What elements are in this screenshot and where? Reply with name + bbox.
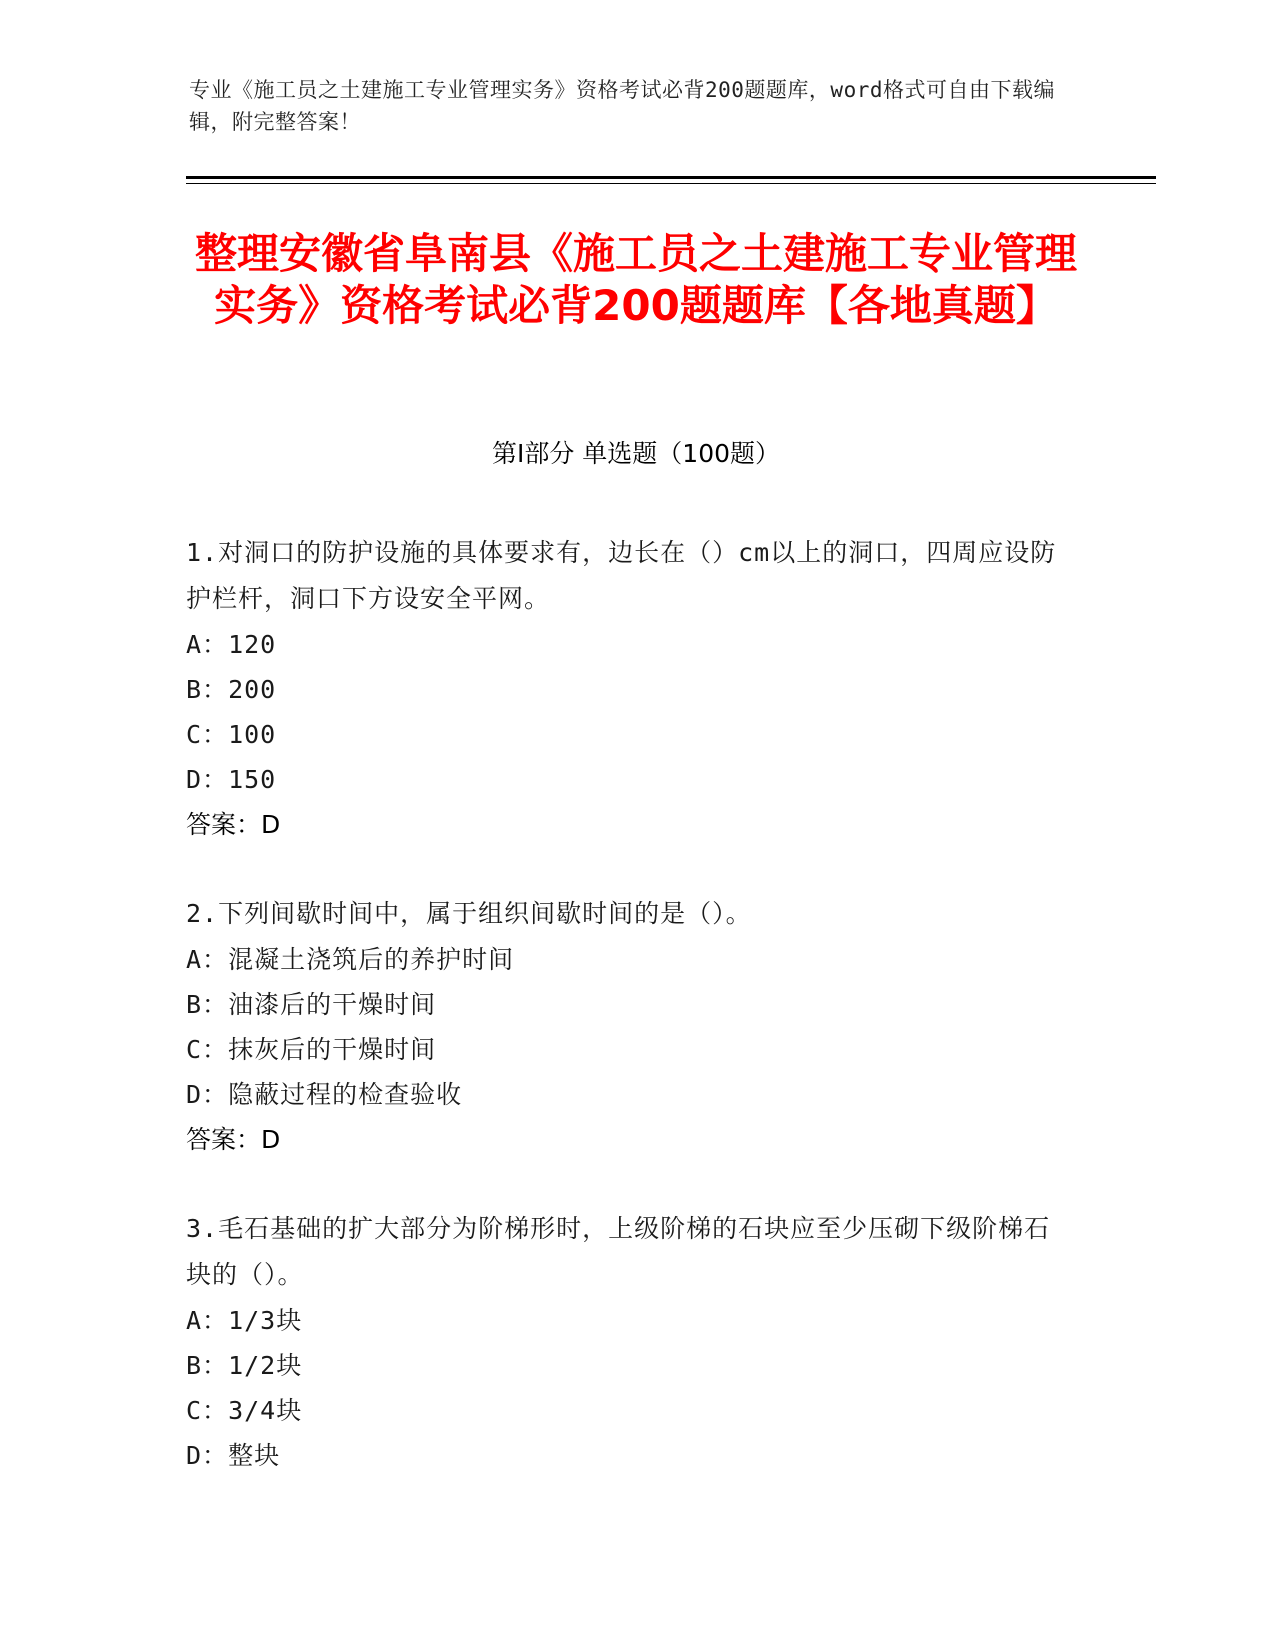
question-3 bbox=[186, 1206, 1066, 1478]
option-text: 抹灰后的干燥时间 bbox=[228, 1035, 437, 1064]
option-d bbox=[186, 757, 1066, 802]
option-b bbox=[186, 982, 1066, 1027]
question-2 bbox=[186, 891, 1066, 1162]
section-title: 第I部分 单选题（100题） bbox=[491, 439, 781, 468]
option-b bbox=[186, 1343, 1066, 1388]
option-d bbox=[186, 1433, 1066, 1478]
question-1 bbox=[186, 530, 1066, 847]
option-label: A： bbox=[186, 630, 229, 659]
question-stem: 1.对洞口的防护设施的具体要求有，边长在（）cm以上的洞口，四周应设防护栏杆，洞口下方设安全平网。 bbox=[186, 538, 1057, 613]
header-rule-thin bbox=[186, 183, 1156, 184]
option-text: 隐蔽过程的检查验收 bbox=[228, 1080, 463, 1109]
option-c bbox=[186, 1388, 1066, 1433]
option-text: 整块 bbox=[228, 1441, 281, 1470]
option-label: A： bbox=[186, 945, 229, 974]
header-rule-thick bbox=[186, 176, 1156, 179]
option-d bbox=[186, 1072, 1066, 1117]
option-text: 100 bbox=[228, 720, 277, 749]
question-stem: 3.毛石基础的扩大部分为阶梯形时，上级阶梯的石块应至少压砌下级阶梯石块的（）。 bbox=[186, 1214, 1051, 1289]
option-a bbox=[186, 622, 1066, 667]
header-note: 专业《施工员之土建施工专业管理实务》资格考试必背200题题库，word格式可自由下载编辑，附完整答案！ bbox=[189, 78, 1055, 134]
option-label: D： bbox=[186, 1441, 229, 1470]
answer: 答案：D bbox=[186, 1125, 281, 1154]
option-text: 混凝土浇筑后的养护时间 bbox=[228, 945, 515, 974]
option-text: 200 bbox=[228, 675, 277, 704]
document-title: 整理安徽省阜南县《施工员之土建施工专业管理实务》资格考试必背200题题库【各地真题】 bbox=[194, 229, 1077, 330]
option-label: B： bbox=[186, 990, 229, 1019]
option-c bbox=[186, 712, 1066, 757]
option-text: 3/4块 bbox=[228, 1396, 303, 1425]
option-label: B： bbox=[186, 675, 229, 704]
option-text: 120 bbox=[228, 630, 277, 659]
option-label: B： bbox=[186, 1351, 229, 1380]
option-b bbox=[186, 667, 1066, 712]
question-stem: 2.下列间歇时间中，属于组织间歇时间的是（）。 bbox=[186, 899, 752, 928]
option-text: 1/3块 bbox=[228, 1306, 303, 1335]
option-label: C： bbox=[186, 1396, 229, 1425]
option-c bbox=[186, 1027, 1066, 1072]
question-list bbox=[186, 530, 1066, 1522]
option-label: A： bbox=[186, 1306, 229, 1335]
option-a bbox=[186, 937, 1066, 982]
answer: 答案：D bbox=[186, 810, 281, 839]
option-label: C： bbox=[186, 720, 229, 749]
option-text: 150 bbox=[228, 765, 277, 794]
option-label: C： bbox=[186, 1035, 229, 1064]
option-a bbox=[186, 1298, 1066, 1343]
option-label: D： bbox=[186, 1080, 229, 1109]
option-label: D： bbox=[186, 765, 229, 794]
option-text: 1/2块 bbox=[228, 1351, 303, 1380]
option-text: 油漆后的干燥时间 bbox=[228, 990, 437, 1019]
